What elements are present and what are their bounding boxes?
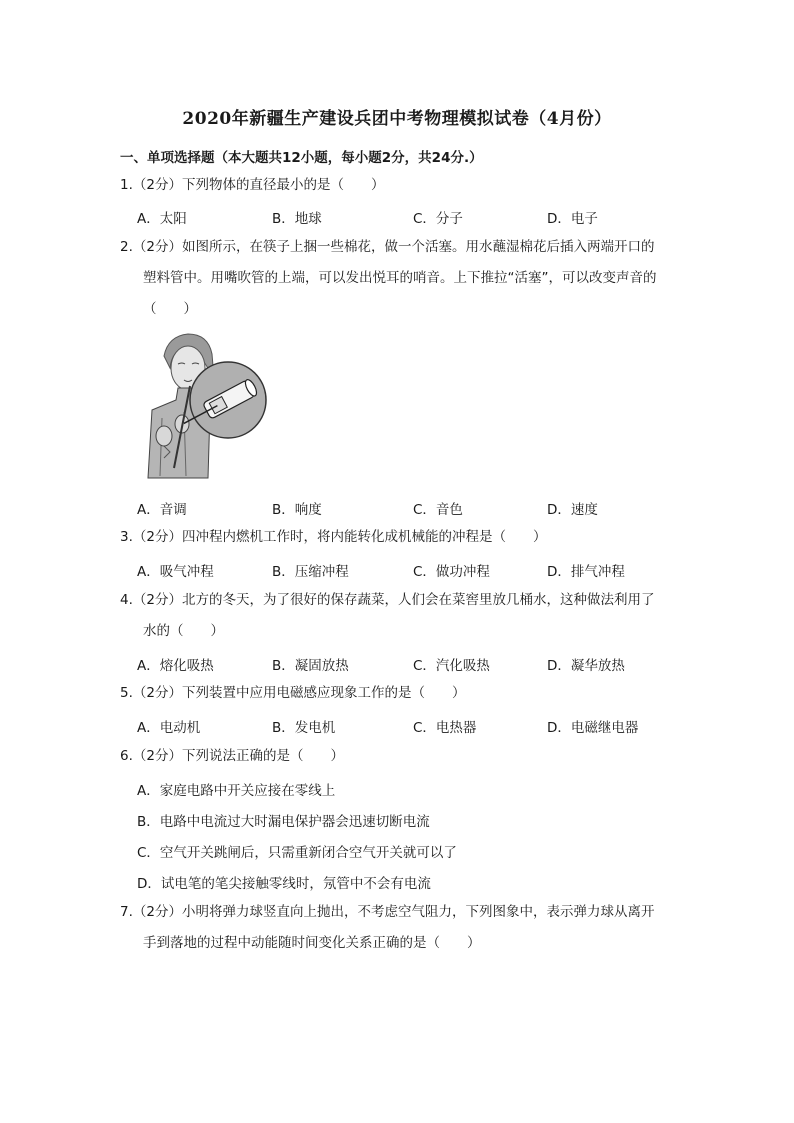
question-number: 4.（2分） (120, 592, 182, 608)
option-a: A．熔化吸热 (137, 658, 214, 674)
option-c: C．电热器 (413, 720, 477, 736)
option-a: A．电动机 (137, 720, 201, 736)
option-b: B．压缩冲程 (272, 564, 349, 580)
question-number: 3.（2分） (120, 529, 182, 545)
question-7 (120, 897, 680, 959)
option-d: D．凝华放热 (547, 658, 625, 674)
option-c: C．做功冲程 (413, 564, 490, 580)
question-text: 北方的冬天，为了很好的保存蔬菜，人们会在菜窖里放几桶水，这种做法利用了 (181, 592, 655, 608)
option-a: A．太阳 (137, 211, 187, 227)
option-c: C．空气开关跳闸后，只需重新闭合空气开关就可以了 (137, 845, 457, 861)
option-b: B．电路中电流过大时漏电保护器会迅速切断电流 (137, 814, 430, 830)
option-b: B．发电机 (272, 720, 336, 736)
option-d: D．试电笔的笔尖接触零线时，氖管中不会有电流 (137, 876, 431, 892)
page-title: 2020年新疆生产建设兵团中考物理模拟试卷（4月份） (182, 109, 612, 129)
answer-blank: （ ） (143, 301, 197, 317)
question-4 (120, 585, 680, 647)
option-d: D．电子 (547, 211, 598, 227)
question-text: 下列装置中应用电磁感应现象工作的是（ ） (181, 685, 466, 701)
question-5 (120, 678, 680, 709)
question-number: 1.（2分） (120, 177, 182, 193)
question-number: 5.（2分） (120, 685, 182, 701)
question-3 (120, 522, 680, 553)
question-1 (120, 170, 680, 201)
option-b: B．凝固放热 (272, 658, 349, 674)
question-number: 2.（2分） (120, 239, 182, 255)
option-a: A．家庭电路中开关应接在零线上 (137, 783, 336, 799)
section-header: 一、单项选择题（本大题共12小题，每小题2分，共24分.） (120, 150, 483, 166)
option-b: B．地球 (272, 211, 322, 227)
question-2 (120, 232, 680, 325)
question-text-continued: 手到落地的过程中动能随时间变化关系正确的是（ ） (143, 935, 481, 951)
option-c: C．音色 (413, 502, 463, 518)
question-2-figure (138, 328, 268, 483)
girl-blowing-tube-illustration (138, 328, 268, 483)
question-text: 小明将弹力球竖直向上抛出，不考虑空气阻力，下列图象中，表示弹力球从离开 (181, 904, 655, 920)
option-c: C．分子 (413, 211, 463, 227)
option-b: B．响度 (272, 502, 322, 518)
option-d: D．排气冲程 (547, 564, 625, 580)
option-d: D．速度 (547, 502, 598, 518)
question-text: 下列物体的直径最小的是（ ） (181, 177, 385, 193)
question-number: 7.（2分） (120, 904, 182, 920)
question-text-continued: 塑料管中。用嘴吹管的上端，可以发出悦耳的哨音。上下推拉“活塞”，可以改变声音的 (143, 270, 657, 286)
option-d: D．电磁继电器 (547, 720, 639, 736)
question-text: 四冲程内燃机工作时，将内能转化成机械能的冲程是（ ） (181, 529, 547, 545)
question-6 (120, 741, 680, 772)
option-a: A．吸气冲程 (137, 564, 214, 580)
question-text-continued: 水的（ ） (143, 623, 224, 639)
question-number: 6.（2分） (120, 748, 182, 764)
option-a: A．音调 (137, 502, 187, 518)
question-text: 如图所示，在筷子上捆一些棉花，做一个活塞。用水蘸湿棉花后插入两端开口的 (181, 239, 655, 255)
question-text: 下列说法正确的是（ ） (181, 748, 344, 764)
option-c: C．汽化吸热 (413, 658, 490, 674)
